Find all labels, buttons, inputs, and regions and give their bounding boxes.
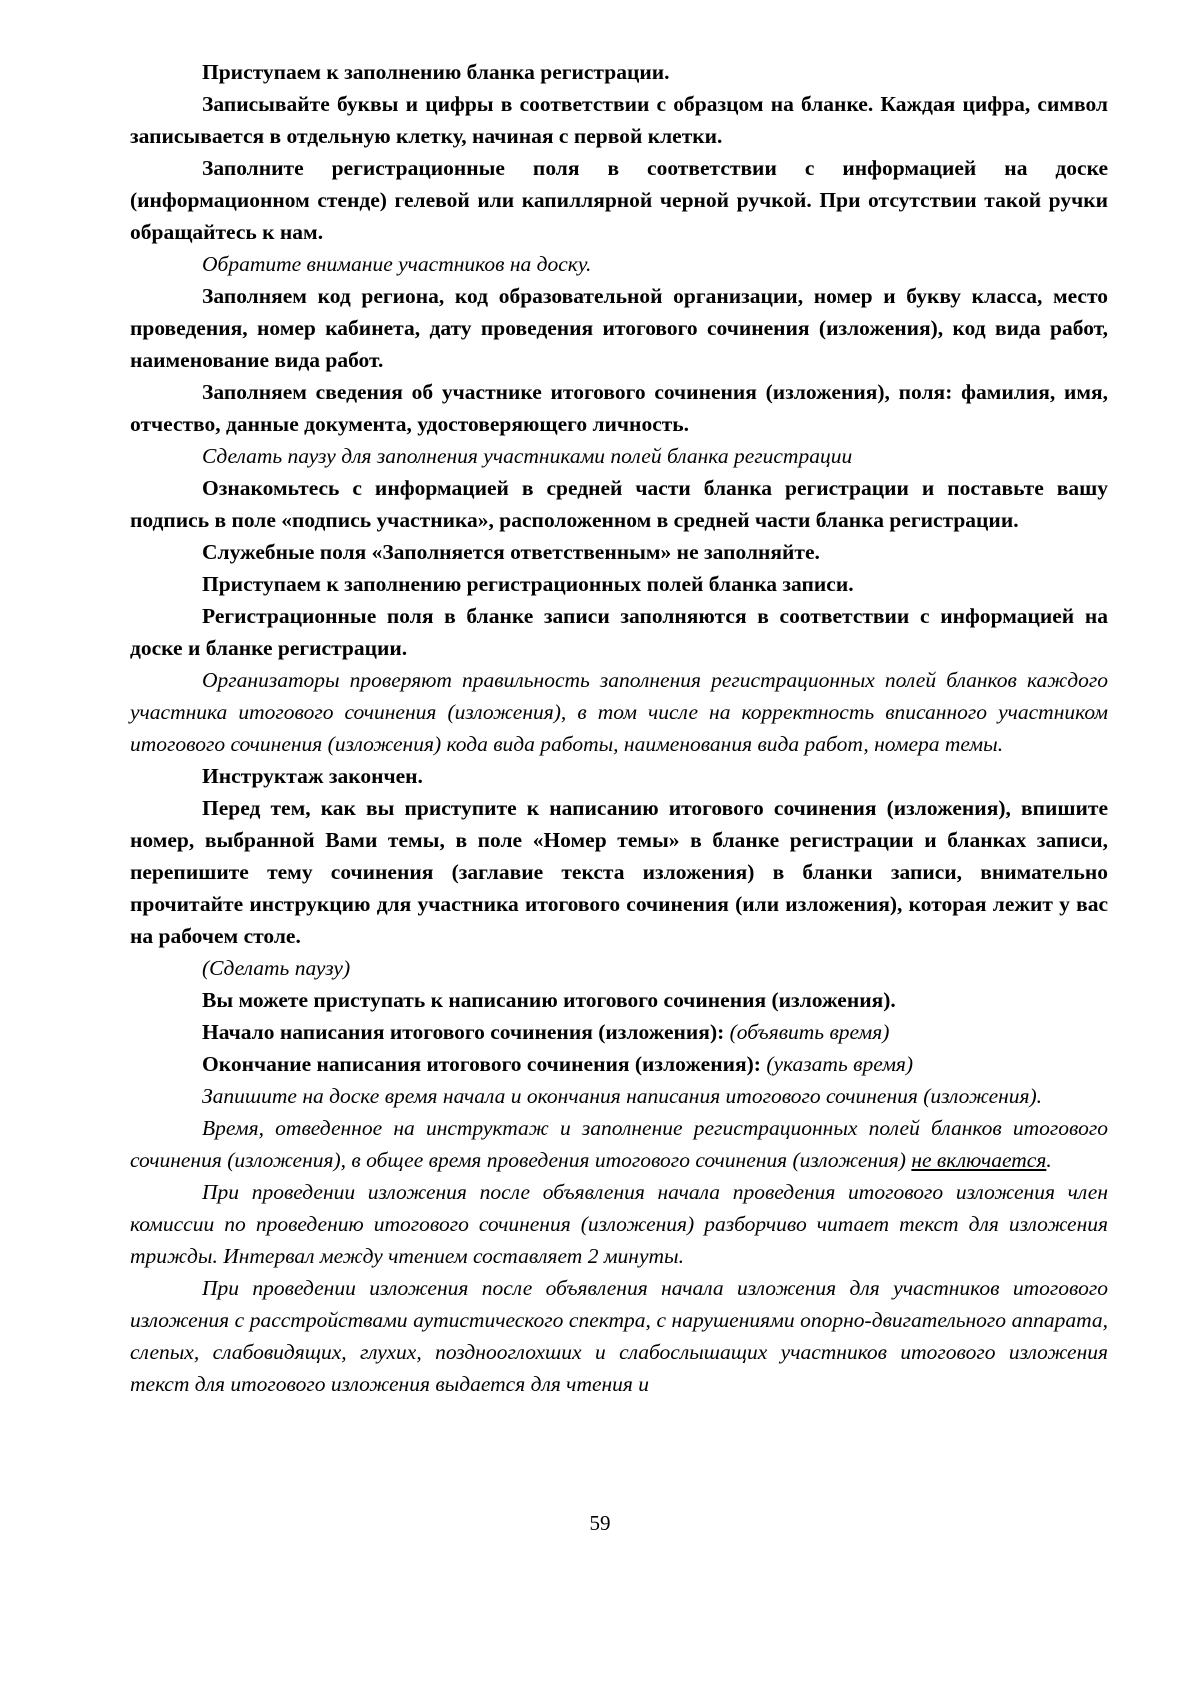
- page-body: [130, 56, 1108, 1400]
- not-included-underlined: не включается: [911, 1148, 1047, 1172]
- end-time-line: [130, 1048, 1108, 1080]
- end-time-label: Окончание написания итогового сочинения (изложения):: [202, 1052, 761, 1076]
- italic-instruction: (Сделать паузу): [202, 956, 351, 980]
- italic-instruction: Запишите на доске время начала и окончания написания итогового сочинения (изложения).: [202, 1084, 1043, 1108]
- italic-instruction: Сделать паузу для заполнения участниками полей бланка регистрации: [202, 444, 853, 468]
- paragraph: Записывайте буквы и цифры в соответствии с образцом на бланке. Каждая цифра, символ записывается в отдельную клетку, начиная с первой клетки.: [130, 92, 1108, 148]
- italic-instruction: Обратите внимание участников на доску.: [202, 252, 592, 276]
- paragraph: Регистрационные поля в бланке записи заполняются в соответствии с информацией на доске и бланке регистрации.: [130, 604, 1108, 660]
- start-time-note: (объявить время): [729, 1020, 890, 1044]
- end-time-note: (указать время): [766, 1052, 914, 1076]
- start-time-line: [130, 1016, 1108, 1048]
- italic-instruction: [130, 1112, 1108, 1176]
- page-number: 59: [589, 1511, 611, 1535]
- paragraph: Вы можете приступать к написанию итогового сочинения (изложения).: [202, 988, 896, 1012]
- italic-instruction: При проведении изложения после объявления начала изложения для участников итогового изложения с расстройствами аутистического спектра, с нарушениями опорно-двигательного аппарата, слепых, слабовидящих, глухих, позднооглохших и слабослышащих участников итогового изложения текст для итогового изложения выдается для чтения и: [130, 1276, 1108, 1396]
- italic-instruction: Организаторы проверяют правильность заполнения регистрационных полей бланков каждого участника итогового сочинения (изложения), в том числе на корректность вписанного участником итогового сочинения (изложения) кода вида работы, наименования вида работ, номера темы.: [130, 668, 1108, 756]
- paragraph: Заполняем сведения об участнике итогового сочинения (изложения), поля: фамилия, имя, отчество, данные документа, удостоверяющего личность.: [130, 380, 1108, 436]
- paragraph: Приступаем к заполнению регистрационных полей бланка записи.: [202, 572, 854, 596]
- start-time-label: Начало написания итогового сочинения (изложения):: [202, 1020, 725, 1044]
- italic-instruction: При проведении изложения после объявления начала проведения итогового изложения член комиссии по проведению итогового сочинения (изложения) разборчиво читает текст для изложения трижды. Интервал между чтением составляет 2 минуты.: [130, 1180, 1108, 1268]
- paragraph: Ознакомьтесь с информацией в средней части бланка регистрации и поставьте вашу подпись в поле «подпись участника», расположенном в средней части бланка регистрации.: [130, 476, 1108, 532]
- paragraph: Перед тем, как вы приступите к написанию итогового сочинения (изложения), впишите номер, выбранной Вами темы, в поле «Номер темы» в бланке регистрации и бланках записи, перепишите тему сочинения (заглавие текста изложения) в бланки записи, внимательно прочитайте инструкцию для участника итогового сочинения (или изложения), которая лежит у вас на рабочем столе.: [130, 796, 1108, 948]
- time-note-period: .: [1046, 1148, 1052, 1172]
- paragraph: Заполните регистрационные поля в соответствии с информацией на доске (информационном стенде) гелевой или капиллярной черной ручкой. При отсутствии такой ручки обращайтесь к нам.: [130, 156, 1108, 244]
- paragraph: Приступаем к заполнению бланка регистрации.: [202, 60, 670, 84]
- paragraph: Инструктаж закончен.: [202, 764, 423, 788]
- time-note-text: Время, отведенное на инструктаж и заполнение регистрационных полей бланков итогового сочинения (изложения), в общее время проведения итогового сочинения (изложения): [130, 1116, 1108, 1172]
- paragraph: Служебные поля «Заполняется ответственным» не заполняйте.: [202, 540, 820, 564]
- paragraph: Заполняем код региона, код образовательной организации, номер и букву класса, место проведения, номер кабинета, дату проведения итогового сочинения (изложения), код вида работ, наименование вида работ.: [130, 284, 1108, 372]
